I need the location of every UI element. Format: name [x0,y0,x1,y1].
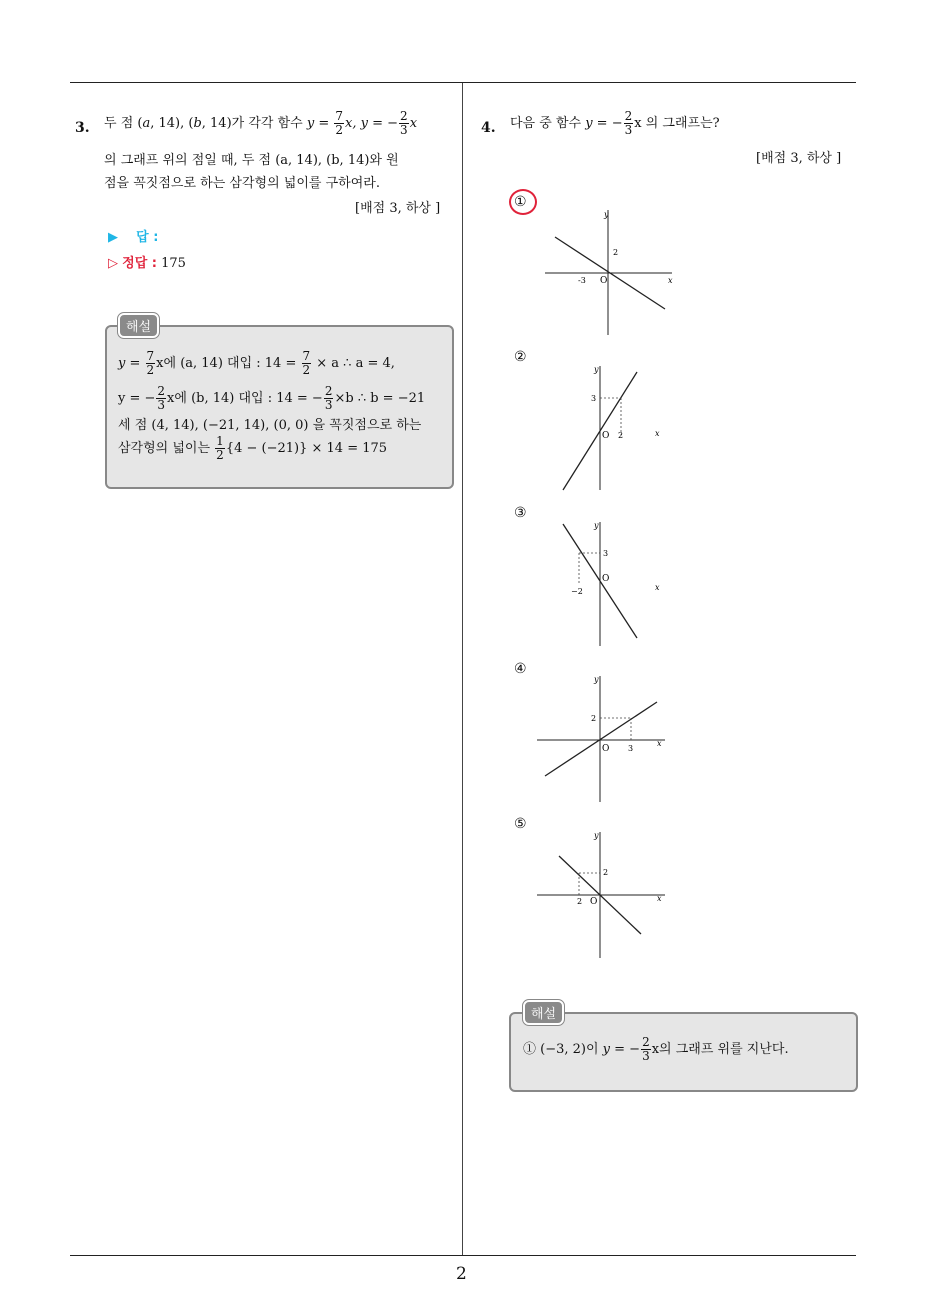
graph-option-5[interactable] [535,828,675,960]
svg-text:y: y [594,365,599,374]
svg-text:−2: −2 [571,587,583,596]
y-axis-label: y [604,210,609,219]
q4-number: 4. [481,120,496,136]
q4-exp-line: ① (−3, 2)이 y = − $\frac{2}{3}$ x의 그래프 위를 지난다. [523,1035,789,1063]
q3-text-line1: 두 점 (a, 14), (b, 14)가 각각 함수 y = $\frac{7}{2}$ x, y = − $\frac{2}{3}$ x [104,109,418,137]
q4-text: 다음 중 함수 y = − $\frac{2}{3}$ x 의 그래프는? [510,109,720,137]
q3-text-line3: 점을 꼭짓점으로 하는 삼각형의 넓이를 구하여라. [104,176,380,191]
svg-text:x: x [657,894,662,903]
column-divider [462,83,463,1255]
svg-text:x: x [655,583,660,592]
correct-label: 정답 : [122,256,157,271]
tick-label: -3 [578,276,586,285]
q3-explanation-tag: 해설 [118,313,159,338]
page-number: 2 [456,1264,467,1284]
graph-option-1[interactable] [540,205,680,340]
option-1[interactable]: ① [514,194,527,210]
svg-text:y: y [594,675,599,684]
graph-option-2[interactable] [555,362,675,492]
answer-label: 답 : [136,230,159,245]
selected-circle-icon [509,189,537,215]
option-2[interactable]: ② [514,349,527,365]
q3-exp-line4: 삼각형의 넓이는 $\frac{1}{2}$ {4 − (−21)} × 14 = 175 [118,434,388,462]
svg-text:2: 2 [618,431,624,440]
q4-meta: [배점 3, 하상 ] [756,151,842,166]
svg-text:3: 3 [603,549,609,558]
svg-text:3: 3 [628,744,634,753]
q3-exp-line2: y = − $\frac{2}{3}$ x에 (b, 14) 대입 : 14 = − $\frac{2}{3}$ ×b ∴ b = −21 [118,384,426,412]
graph-option-4[interactable] [535,672,675,804]
origin-label: O [600,276,608,286]
option-4[interactable]: ④ [514,661,527,677]
svg-text:y: y [594,831,599,840]
bottom-rule [70,1255,856,1256]
svg-text:2: 2 [577,897,583,906]
svg-text:O: O [602,574,610,584]
tick-label: 2 [613,248,619,257]
svg-text:2: 2 [603,868,609,877]
correct-value: 175 [161,256,186,271]
q3-answer-row [108,226,158,245]
svg-text:O: O [590,897,598,907]
svg-text:O: O [602,431,610,441]
q3-meta: [배점 3, 하상 ] [355,201,441,216]
q3-correct-row [108,252,186,271]
answer-arrow-icon: ▶ [108,230,118,245]
q3-exp-line1: y = $\frac{7}{2}$ x에 (a, 14) 대입 : 14 = $\frac{7}{2}$ × a ∴ a = 4, [118,349,395,377]
svg-text:x: x [657,739,662,748]
top-rule [70,82,856,83]
svg-text:y: y [594,521,599,530]
svg-text:O: O [602,744,610,754]
svg-text:2: 2 [591,714,597,723]
correct-arrow-icon: ▷ [108,256,118,271]
x-axis-label: x [668,276,673,285]
q3-exp-line3: 세 점 (4, 14), (−21, 14), (0, 0) 을 꼭짓점으로 하는 [118,418,422,433]
q3-number: 3. [75,120,90,136]
svg-text:x: x [655,429,660,438]
option-5[interactable]: ⑤ [514,816,527,832]
svg-text:3: 3 [591,394,597,403]
option-3[interactable]: ③ [514,505,527,521]
q4-explanation-tag: 해설 [523,1000,564,1025]
graph-option-3[interactable] [555,518,675,648]
q3-text-line2: 의 그래프 위의 점일 때, 두 점 (a, 14), (b, 14)와 원 [104,153,399,168]
